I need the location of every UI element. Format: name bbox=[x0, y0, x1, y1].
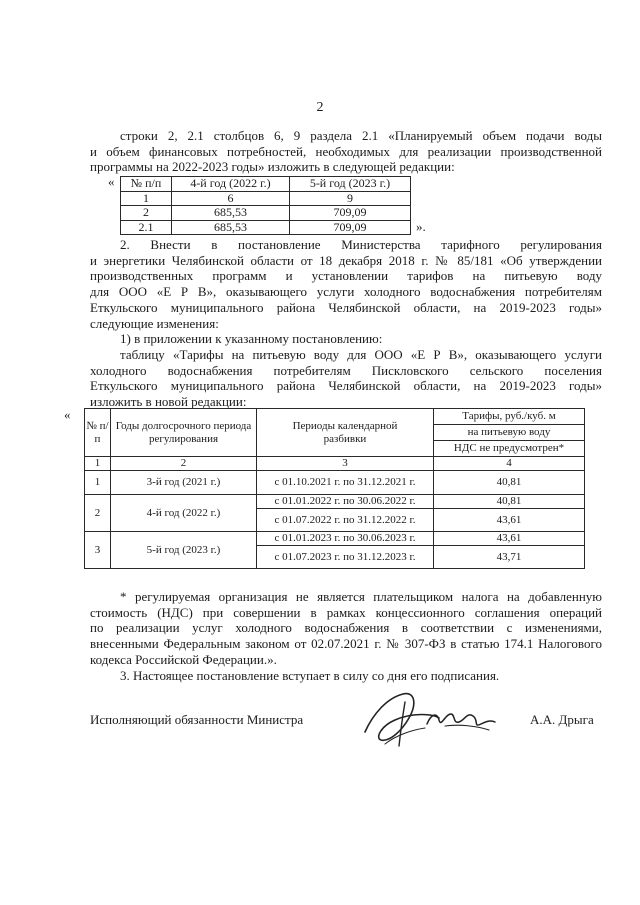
text-line: Еткульского муниципального района Челябинской области, на 2019-2023 годы» bbox=[90, 299, 602, 315]
header-cell-vat: НДС не предусмотрен* bbox=[434, 441, 585, 457]
period: с 01.10.2021 г. по 31.12.2021 г. bbox=[257, 471, 434, 495]
close-quote: ». bbox=[416, 219, 426, 234]
row-number: 3 bbox=[85, 532, 111, 569]
table-row bbox=[121, 191, 411, 206]
signatory-position: Исполняющий обязанности Министра bbox=[90, 712, 304, 727]
open-quote: « bbox=[108, 174, 115, 189]
regulation-year: 4-й год (2022 г.) bbox=[111, 495, 257, 532]
text-line: кодекса Российской Федерации.». bbox=[90, 651, 277, 667]
table-header-row bbox=[121, 177, 411, 192]
text-line: программы на 2022-2023 годы» изложить в следующей редакции: bbox=[90, 159, 455, 175]
table-cell: 685,53 bbox=[172, 206, 290, 221]
column-number-row bbox=[85, 457, 585, 471]
regulation-year: 5-й год (2023 г.) bbox=[111, 532, 257, 569]
header-cell: 5-й год (2023 г.) bbox=[290, 177, 411, 192]
tariff-table bbox=[84, 408, 585, 569]
table-header-row bbox=[85, 409, 585, 425]
text-line: 2. Внести в постановление Министерства тарифного регулирования bbox=[120, 237, 602, 252]
tariff-value: 40,81 bbox=[434, 471, 585, 495]
header-cell-periods: Периоды календарной разбивки bbox=[257, 409, 434, 457]
paragraph-tariff-table bbox=[90, 347, 602, 410]
table-cell: 709,09 bbox=[290, 220, 411, 235]
text-line: для ООО «Е Р В», оказывающего услуги холодного водоснабжения потребителям bbox=[90, 284, 602, 300]
text-line: производственных программ и установлении тарифов на питьевую воду bbox=[90, 268, 602, 284]
table-row bbox=[85, 532, 585, 546]
table-row bbox=[121, 206, 411, 221]
text-line: 3. Настоящее постановление вступает в силу со дня его подписания. bbox=[120, 668, 500, 683]
table-row bbox=[121, 220, 411, 235]
text-line: 1) в приложении к указанному постановлению: bbox=[120, 331, 383, 346]
table-row bbox=[85, 495, 585, 509]
paragraph-rows-columns bbox=[90, 128, 602, 175]
tariff-value: 43,61 bbox=[434, 532, 585, 546]
text-line: и объем финансовых потребностей, необходимых для реализации производственной bbox=[90, 143, 602, 159]
table-cell: 2.1 bbox=[121, 220, 172, 235]
row-number: 2 bbox=[85, 495, 111, 532]
handwritten-signature bbox=[355, 684, 505, 750]
table-cell: 709,09 bbox=[290, 206, 411, 221]
period: с 01.07.2023 г. по 31.12.2023 г. bbox=[257, 546, 434, 569]
table-cell: 685,53 bbox=[172, 220, 290, 235]
page-number: 2 bbox=[316, 100, 324, 115]
text-line: таблицу «Тарифы на питьевую воду для ООО «Е Р В», оказывающего услуги bbox=[120, 347, 602, 362]
column-number: 2 bbox=[111, 457, 257, 471]
table-cell: 6 bbox=[172, 191, 290, 206]
table-row bbox=[85, 471, 585, 495]
text-line: * регулируемая организация не является плательщиком налога на добавленную bbox=[120, 589, 602, 604]
text-line: следующие изменения: bbox=[90, 315, 219, 331]
regulation-year: 3-й год (2021 г.) bbox=[111, 471, 257, 495]
paragraph-effective bbox=[90, 668, 602, 684]
text-line: строки 2, 2.1 столбцов 6, 9 раздела 2.1 «Планируемый объем подачи воды bbox=[120, 128, 602, 143]
header-cell: № п/п bbox=[121, 177, 172, 192]
header-cell-tariffs: Тарифы, руб./куб. м bbox=[434, 409, 585, 425]
signatory-name: А.А. Дрыга bbox=[530, 712, 594, 727]
header-cell-water: на питьевую воду bbox=[434, 425, 585, 441]
text-line: внесенными Федеральным законом от 02.07.2021 г. № 307-ФЗ в статью 174.1 Налогового bbox=[90, 636, 602, 652]
period: с 01.01.2022 г. по 30.06.2022 г. bbox=[257, 495, 434, 509]
paragraph-amend-resolution bbox=[90, 237, 602, 331]
text-line: по реализации услуг холодного водоснабжения в соответствии с изменениями, bbox=[90, 620, 602, 636]
column-number: 4 bbox=[434, 457, 585, 471]
tariff-value: 43,61 bbox=[434, 509, 585, 532]
column-number: 1 bbox=[85, 457, 111, 471]
text-line: холодного водоснабжения потребителям Писклoвского сельского поселения bbox=[90, 362, 602, 378]
header-cell-years: Годы долгосрочного периода регулирования bbox=[111, 409, 257, 457]
open-quote: « bbox=[64, 407, 71, 422]
period: с 01.07.2022 г. по 31.12.2022 г. bbox=[257, 509, 434, 532]
table-cell: 9 bbox=[290, 191, 411, 206]
paragraph-appendix bbox=[90, 331, 602, 347]
text-line: стоимость (НДС) при совершении в рамках концессионного соглашения операций bbox=[90, 604, 602, 620]
text-line: Еткульского муниципального района Челябинской области, на 2019-2023 годы» bbox=[90, 378, 602, 394]
table-cell: 2 bbox=[121, 206, 172, 221]
column-number: 3 bbox=[257, 457, 434, 471]
header-cell: 4-й год (2022 г.) bbox=[172, 177, 290, 192]
footnote bbox=[90, 589, 602, 668]
row-number: 1 bbox=[85, 471, 111, 495]
tariff-value: 40,81 bbox=[434, 495, 585, 509]
period: с 01.01.2023 г. по 30.06.2023 г. bbox=[257, 532, 434, 546]
text-line: и энергетики Челябинской области от 18 декабря 2018 г. № 85/181 «Об утверждении bbox=[90, 252, 602, 268]
header-cell-num: № п/п bbox=[85, 409, 111, 457]
table-cell: 1 bbox=[121, 191, 172, 206]
text-line: изложить в новой редакции: bbox=[90, 394, 247, 410]
tariff-value: 43,71 bbox=[434, 546, 585, 569]
volume-table bbox=[120, 176, 411, 235]
